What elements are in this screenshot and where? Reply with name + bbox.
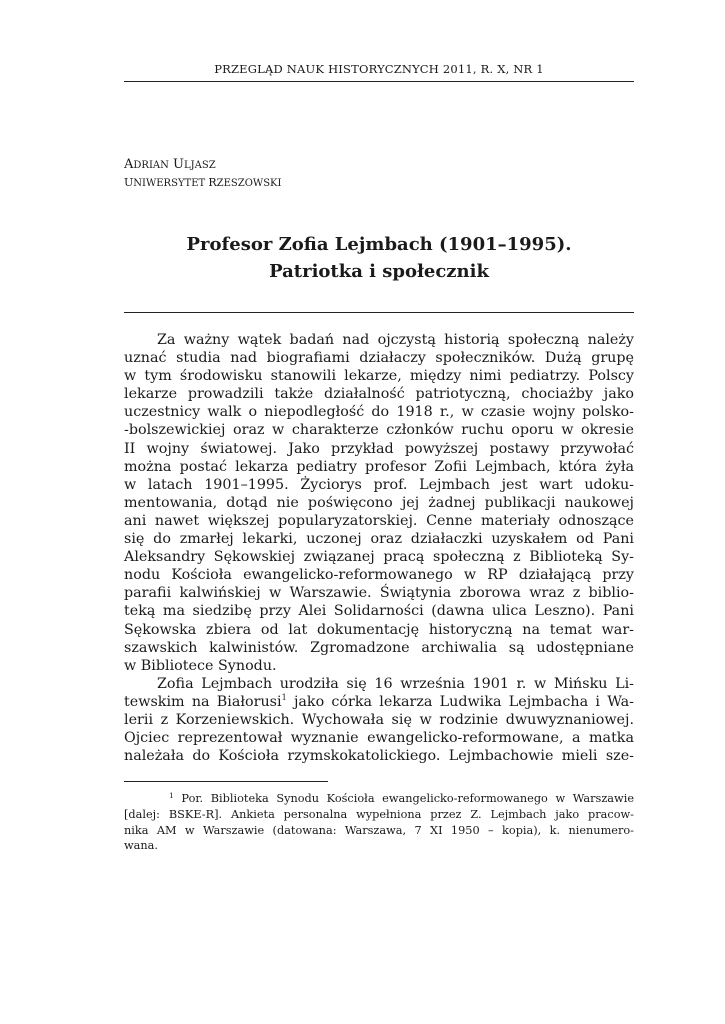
body-line: można postać lekarza pediatry profesor Zofii Lejmbach, która żyła	[124, 458, 634, 475]
footnote-line: [dalej: BSKE-R]. Ankieta personalna wypełniona przez Z. Lejmbach jako pracow-	[124, 807, 634, 821]
article-title	[124, 231, 634, 285]
body-line: Ojciec reprezentował wyznanie ewangelicko-reformowane, a matka	[124, 730, 634, 747]
footnote-rule	[124, 781, 328, 782]
body-line: się do zmarłej lekarki, uczonej oraz działaczki uzyskałem od Pani	[124, 531, 634, 548]
body-text: tewskim na Białorusi	[124, 693, 282, 710]
footnote-line: nika AM w Warszawie (datowana: Warszawa, 7 XI 1950 – kopia), k. nienumero-	[124, 823, 634, 837]
body-line: Zofia Lejmbach urodziła się 16 września 1901 r. w Mińsku Li-	[157, 675, 634, 692]
article-body	[124, 331, 634, 765]
body-text: jako córka lekarza Ludwika Lejmbacha i Wa-	[286, 693, 634, 710]
running-head: PRZEGLĄD NAUK HISTORYCZNYCH 2011, R. X, NR 1	[214, 62, 544, 76]
body-line: szawskich kalwinistów. Zgromadzone archiwalia są udostępniane	[124, 639, 634, 656]
body-line: teką ma siedzibę przy Alei Solidarności (dawna ulica Leszno). Pani	[124, 603, 634, 620]
footnote-number: 1	[169, 791, 174, 800]
header-rule	[124, 81, 634, 82]
body-line: uznać studia nad biografiami działaczy społeczników. Dużą grupę	[124, 350, 634, 367]
body-line: Za ważny wątek badań nad ojczystą historią społeczną należy	[157, 332, 634, 348]
footnote-line: wana.	[124, 839, 159, 853]
body-line: w latach 1901–1995. Życiorys prof. Lejmbach jest wart udoku-	[124, 476, 634, 493]
author-first-initial: A	[124, 157, 134, 172]
footnote	[124, 791, 634, 854]
affiliation-initial-2: R	[208, 176, 217, 189]
body-line: uczestnicy walk o niepodległość do 1918 r., w czasie wojny polsko-	[124, 404, 634, 421]
body-line: w tym środowisku stanowili lekarze, między nimi pediatrzy. Polscy	[124, 368, 634, 385]
body-line: mentowania, dotąd nie poświęcono jej żadnej publikacji naukowej	[124, 494, 634, 511]
body-line: lekarze prowadzili także działalność patriotyczną, chociażby jako	[124, 386, 634, 403]
body-line: Sękowska zbiera od lat dokumentację historyczną na temat war-	[124, 621, 634, 638]
body-line: lerii z Korzeniewskich. Wychowała się w rodzinie dwuwyznaniowej.	[124, 711, 634, 728]
author-name	[124, 157, 216, 172]
paragraph-1	[124, 331, 634, 675]
footnote-line	[124, 791, 634, 807]
title-line-2: Patriotka i społecznik	[269, 261, 489, 282]
author-last-initial: U	[173, 157, 184, 172]
affiliation-rest-2: ZESZOWSKI	[216, 178, 282, 189]
author-last-rest: LJASZ	[183, 160, 216, 171]
paragraph-2	[124, 675, 634, 765]
title-rule	[124, 312, 634, 313]
affiliation-rest-1: NIWERSYTET	[133, 178, 206, 189]
author-first-rest: DRIAN	[133, 160, 169, 171]
body-line: II wojny światowej. Jako przykład powyższej postawy przywołać	[124, 440, 634, 457]
body-line: Aleksandry Sękowskiej związanej pracą społeczną z Biblioteką Sy-	[124, 549, 634, 566]
affiliation-initial-1: U	[124, 176, 134, 189]
footnote-text: Por. Biblioteka Synodu Kościoła ewangelicko-reformowanego w Warszawie	[181, 792, 635, 805]
body-line	[124, 693, 634, 711]
body-line: w Bibliotece Synodu.	[124, 657, 277, 674]
body-line: nodu Kościoła ewangelicko-reformowanego w RP działającą przy	[124, 567, 634, 584]
body-line: ani nawet większej popularyzatorskiej. Cenne materiały odnoszące	[124, 512, 634, 529]
body-line: parafii kalwińskiej w Warszawie. Świątynia zborowa wraz z biblio-	[124, 585, 634, 602]
title-line-1: Profesor Zofia Lejmbach (1901–1995).	[186, 234, 572, 255]
body-line: należała do Kościoła rzymskokatolickiego. Lejmbachowie mieli sze-	[124, 748, 634, 765]
footnote-reference[interactable]: 1	[281, 692, 287, 702]
body-line: -bolszewickiej oraz w charakterze członków ruchu oporu w okresie	[124, 422, 634, 439]
author-affiliation	[124, 176, 281, 189]
